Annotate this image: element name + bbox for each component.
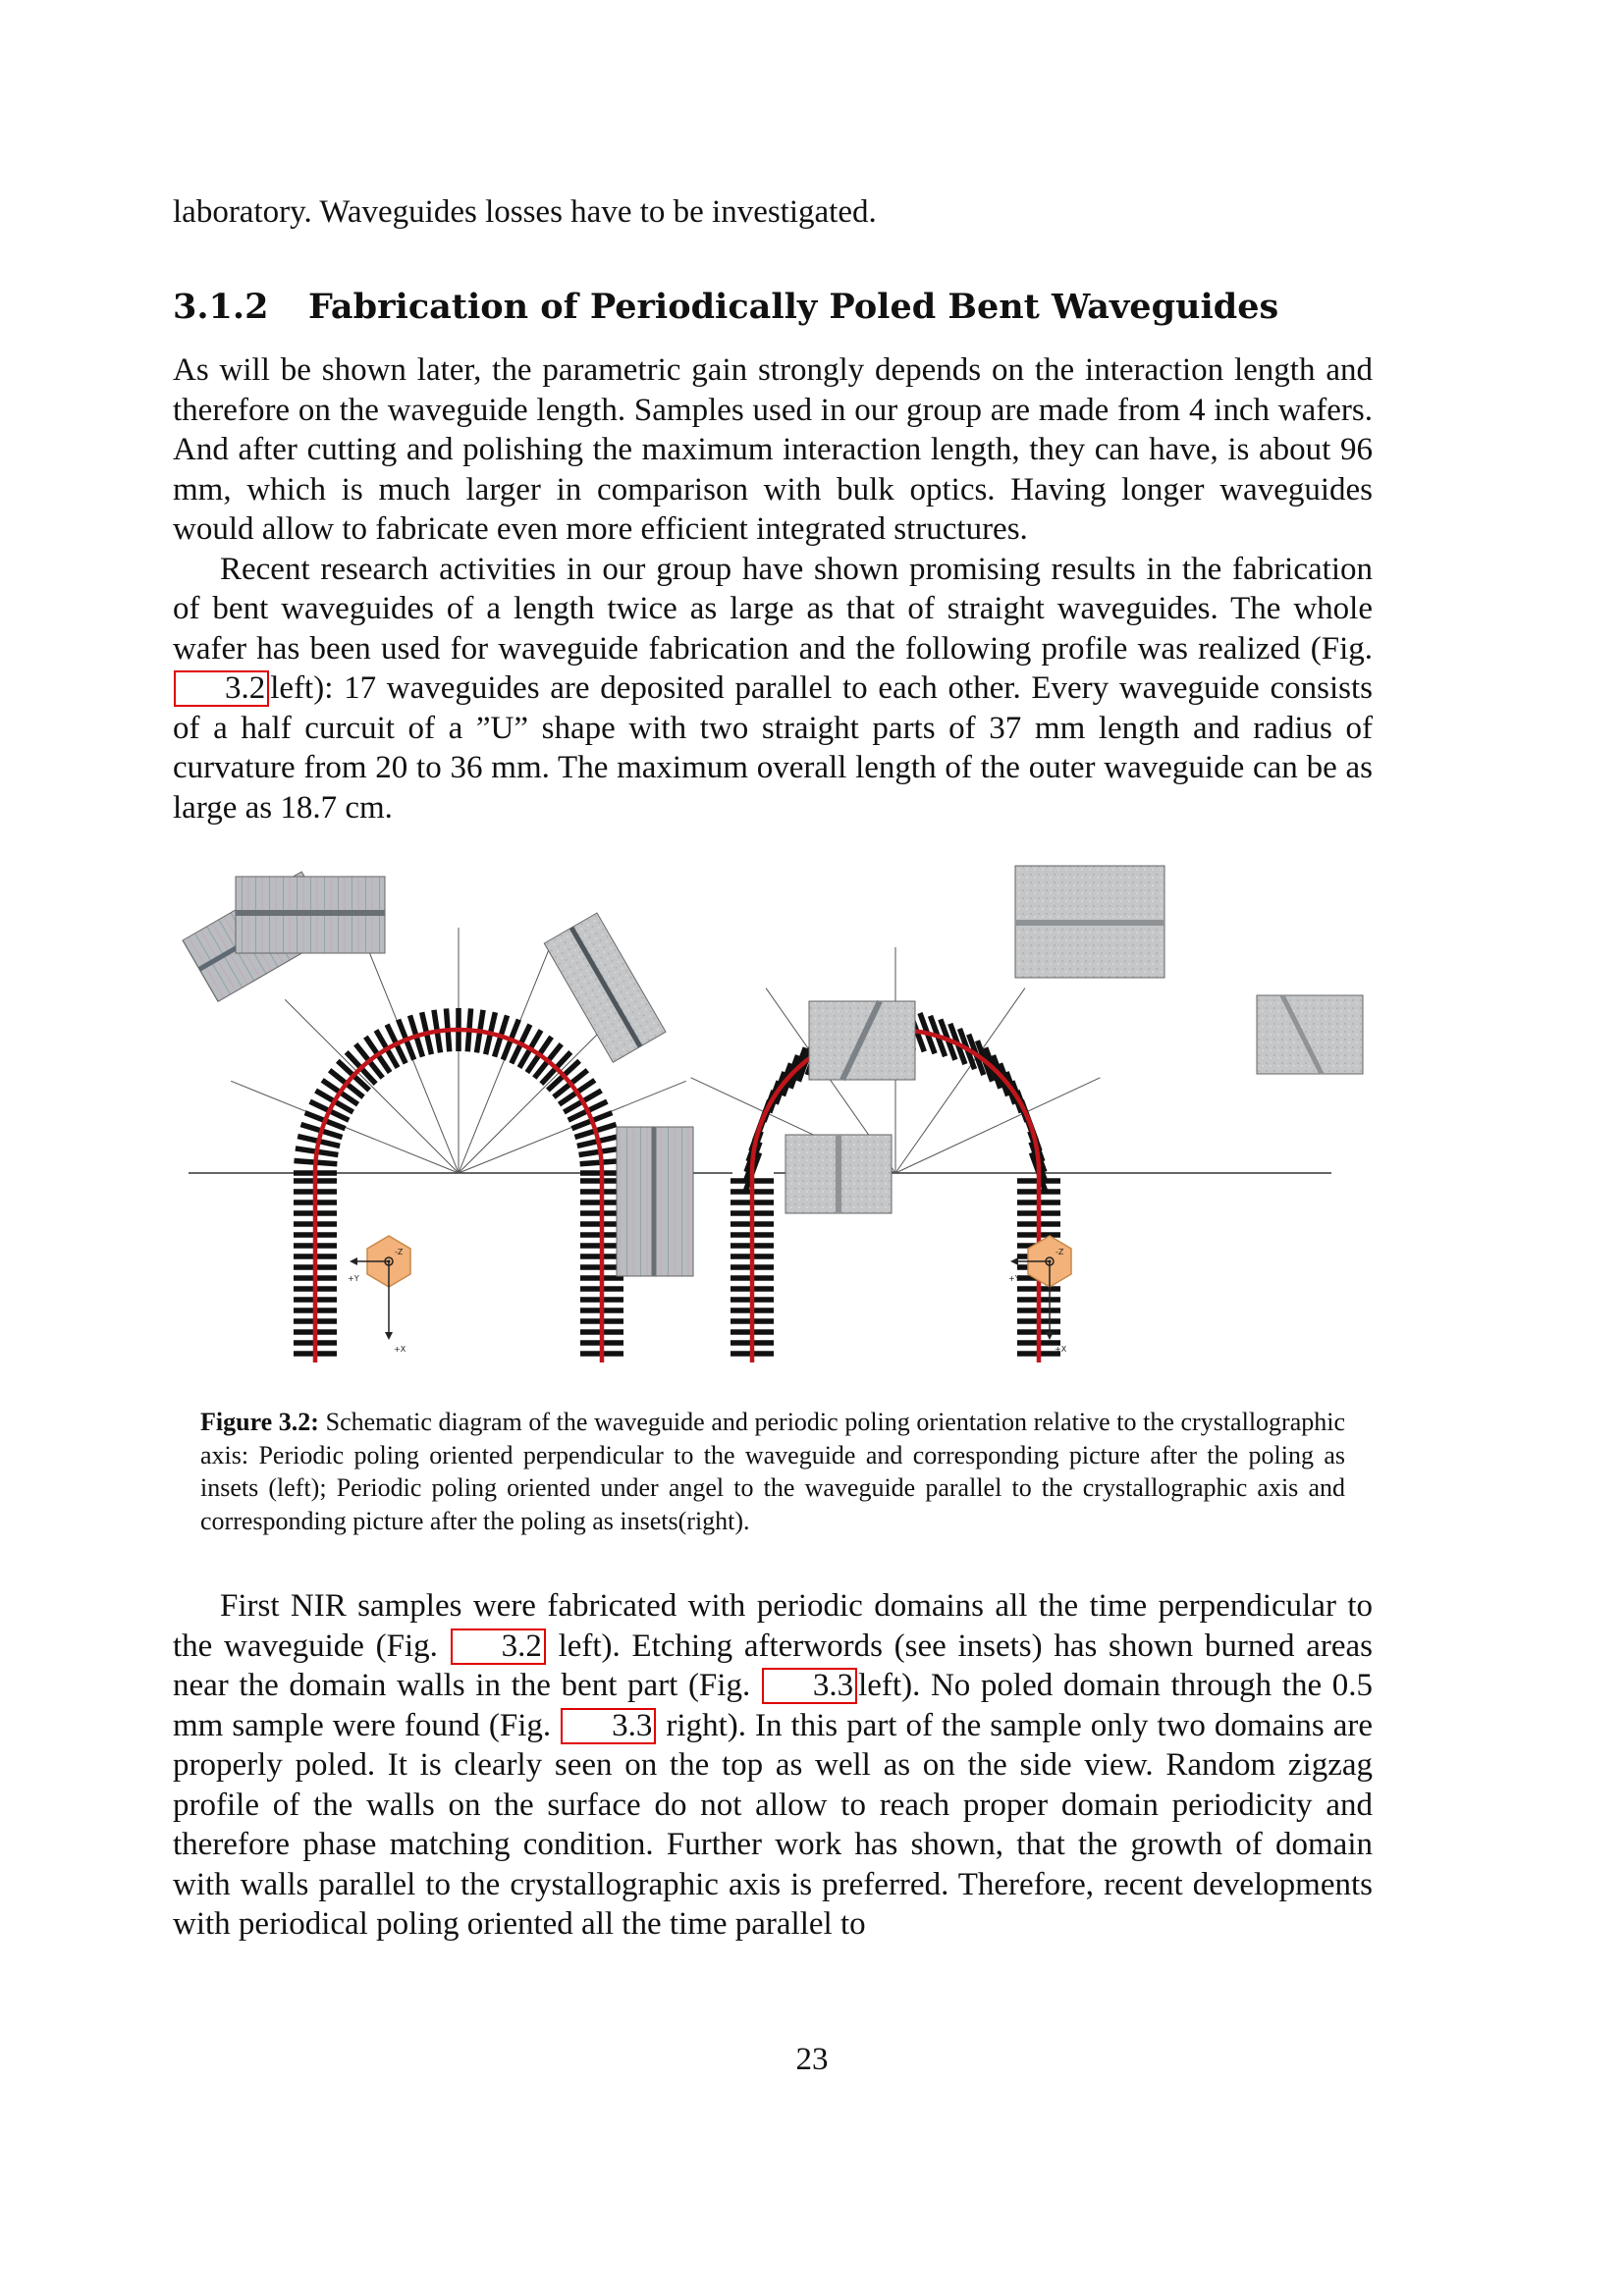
figure-reference-link[interactable]: 3.2: [451, 1629, 546, 1665]
paragraph-2: [173, 550, 1373, 828]
x-axis-label: +X: [1055, 1345, 1067, 1354]
inset-image: [1015, 866, 1164, 978]
paragraph-3-text-a: First NIR samples were fabricated with periodic domains all the time perpendicular to the waveguide (Fig.: [173, 1588, 1373, 1664]
figure-diagram: [173, 864, 1373, 1364]
lead-text: laboratory. Waveguides losses have to be investigated.: [173, 194, 877, 230]
lead-paragraph: [173, 192, 1373, 233]
inset-images-left: [183, 872, 693, 1276]
x-axis-label: +X: [394, 1345, 406, 1354]
section-number: 3.1.2: [173, 287, 269, 327]
section-intro: [173, 350, 1373, 828]
angle-ray: [285, 999, 459, 1173]
paragraph-1: As will be shown later, the parametric gain strongly depends on the interaction length and therefore on the waveguide length. Samples used in our group are made from 4 inch wafers. And after cutting and polishing the maximum interaction length, they can have, is about 96 mm, which is much larger in comparison with bulk optics. Having longer waveguides would allow to fabricate even more efficient integrated structures.: [173, 352, 1373, 547]
page-number: 23: [795, 2042, 829, 2077]
inset-image: [1257, 995, 1363, 1074]
caption-label: Figure 3.2:: [200, 1408, 319, 1436]
crystal-axes-left: [348, 1236, 410, 1354]
y-axis-label: +Y: [348, 1274, 359, 1283]
paragraph-3-text-c: left). No poled domain through the 0.5 mm sample were found (Fig.: [173, 1668, 1374, 1743]
paragraph-2-text-a: Recent research activities in our group have shown promising results in the fabrication of bent waveguides of a length twice as large as that of straight waveguides. The whole wafer has been used for waveguide fabrication and the following profile was realized (Fig.: [173, 551, 1373, 667]
inset-images-right: [785, 866, 1363, 1213]
inset-image: [785, 1135, 892, 1213]
inset-image: [809, 1001, 915, 1080]
z-axis-label: -Z: [395, 1248, 404, 1256]
inset-image: [617, 1127, 693, 1276]
paragraph-3-text-d: right). In this part of the sample only two domains are properly poled. It is clearly seen on the top as well as on the side view. Random zigzag profile of the walls on the surface do not allow to reach proper domain periodicity and therefore phase matching condition. Further work has shown, that the growth of domain with walls parallel to the crystallographic axis is preferred. Therefore, recent developments with periodical poling oriented all the time parallel to: [173, 1707, 1373, 1942]
body-continued: [173, 1586, 1373, 1945]
left-panel: [183, 872, 732, 1362]
z-axis-label: -Z: [1056, 1248, 1064, 1256]
caption-text: Schematic diagram of the waveguide and periodic poling orientation relative to the crystallographic axis: Periodic poling oriented perpendicular to the waveguide and corresponding picture after the poling as insets (left); Periodic poling oriented under angel to the waveguide parallel to the crystallographic axis and corresponding picture after the poling as insets(right).: [200, 1408, 1346, 1535]
figure-reference-link[interactable]: 3.3: [762, 1668, 857, 1704]
section-title: Fabrication of Periodically Poled Bent Waveguides: [308, 287, 1279, 327]
right-panel: [691, 866, 1363, 1362]
paragraph-3: [173, 1586, 1373, 1945]
inset-image: [544, 913, 666, 1062]
figure-reference-link[interactable]: 3.2: [174, 670, 269, 707]
figure-3-2: [173, 864, 1373, 1364]
paragraph-2-text-b: left): 17 waveguides are deposited parallel to each other. Every waveguide consists of a half curcuit of a ”U” shape with two straight parts of 37 mm length and radius of curvature from 20 to 36 mm. The maximum overall length of the outer waveguide can be as large as 18.7 cm.: [173, 670, 1373, 826]
angle-ray: [895, 1078, 1100, 1173]
figure-caption: [200, 1406, 1345, 1537]
paragraph-3-text-b: left). Etching afterwords (see insets) has shown burned areas near the domain walls in the bent part (Fig.: [173, 1628, 1373, 1703]
figure-reference-link[interactable]: 3.3: [561, 1708, 656, 1744]
inset-image: [236, 877, 385, 953]
y-axis-label: +Y: [1008, 1274, 1020, 1283]
section-heading: [173, 283, 1373, 332]
